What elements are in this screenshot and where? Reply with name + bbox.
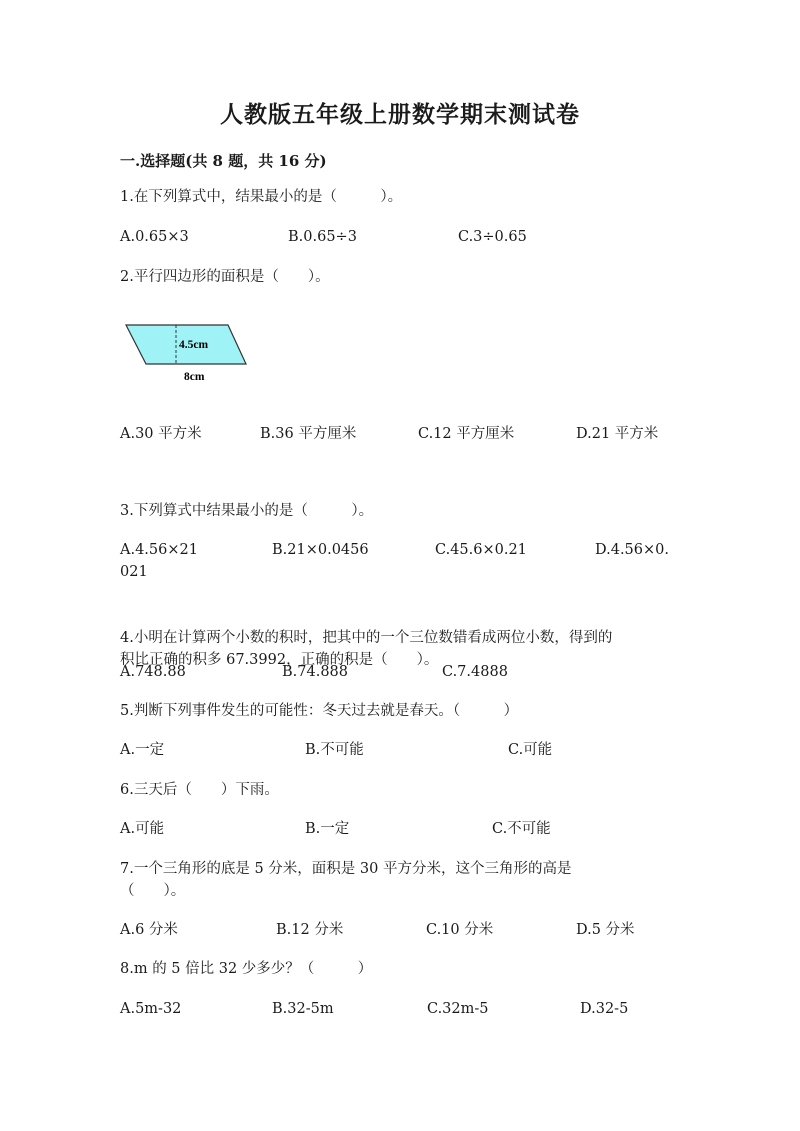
question-4-options [120,660,700,684]
question-6: 6.三天后（ ）下雨。 [120,782,279,798]
option-b[interactable]: B.12 分米 [276,922,344,938]
question-5-options [120,738,700,762]
option-c[interactable]: C.10 分米 [426,922,494,938]
section-heading: 一.选择题(共 8 题，共 16 分) [120,152,327,170]
question-7-line-2: （ ）。 [120,883,186,899]
option-a[interactable]: A.可能 [120,821,165,837]
option-d[interactable]: D.5 分米 [576,922,635,938]
question-1-options [120,225,700,249]
question-6-options [120,817,700,841]
option-b[interactable]: B.74.888 [282,664,349,680]
option-a[interactable]: A.5m-32 [120,1001,182,1017]
option-c[interactable]: C.可能 [508,742,553,758]
option-a[interactable]: A.6 分米 [120,922,178,938]
option-c[interactable]: C.不可能 [492,821,551,837]
option-a[interactable]: A.748.88 [120,664,186,680]
option-d-continued: 021 [120,564,148,580]
base-label: 8cm [184,371,205,383]
option-d[interactable]: D.32-5 [580,1001,629,1017]
option-c[interactable]: C.3÷0.65 [458,229,527,245]
option-b[interactable]: B.0.65÷3 [288,229,357,245]
option-b[interactable]: B.36 平方厘米 [260,426,357,442]
option-a[interactable]: A.30 平方米 [120,426,202,442]
option-c[interactable]: C.12 平方厘米 [418,426,515,442]
question-3-options [120,538,700,562]
question-3: 3.下列算式中结果最小的是（ ）。 [120,503,374,519]
question-2-options [120,422,700,446]
question-7 [120,858,680,902]
option-c[interactable]: C.45.6×0.21 [435,542,527,558]
option-c[interactable]: C.7.4888 [442,664,508,680]
question-8: 8.m 的 5 倍比 32 少多少？（ ） [120,961,373,977]
option-d[interactable]: D.4.56×0. [595,542,669,558]
option-b[interactable]: B.21×0.0456 [272,542,369,558]
option-d[interactable]: D.21 平方米 [576,426,659,442]
question-2: 2.平行四边形的面积是（ ）。 [120,269,330,285]
parallelogram-figure [120,318,260,388]
question-7-options [120,918,700,942]
question-8-options [120,997,700,1021]
question-4-line-1: 4.小明在计算两个小数的积时，把其中的一个三位数错看成两位小数，得到的 [120,630,613,646]
option-a[interactable]: A.一定 [120,742,165,758]
height-label: 4.5cm [179,339,209,351]
option-a[interactable]: A.4.56×21 [120,542,198,558]
question-4-line-2: 积比正确的积多 67.3992，正确的积是（ ）。 [120,652,439,668]
question-7-line-1: 7.一个三角形的底是 5 分米，面积是 30 平方分米，这个三角形的高是 [120,861,572,877]
page-title: 人教版五年级上册数学期末测试卷 [220,101,580,128]
option-b[interactable]: B.32-5m [272,1001,334,1017]
option-c[interactable]: C.32m-5 [427,1001,489,1017]
option-a[interactable]: A.0.65×3 [120,229,189,245]
option-b[interactable]: B.一定 [305,821,350,837]
option-b[interactable]: B.不可能 [305,742,364,758]
question-1: 1.在下列算式中，结果最小的是（ ）。 [120,189,403,205]
question-5: 5.判断下列事件发生的可能性：冬天过去就是春天。（ ） [120,703,519,719]
